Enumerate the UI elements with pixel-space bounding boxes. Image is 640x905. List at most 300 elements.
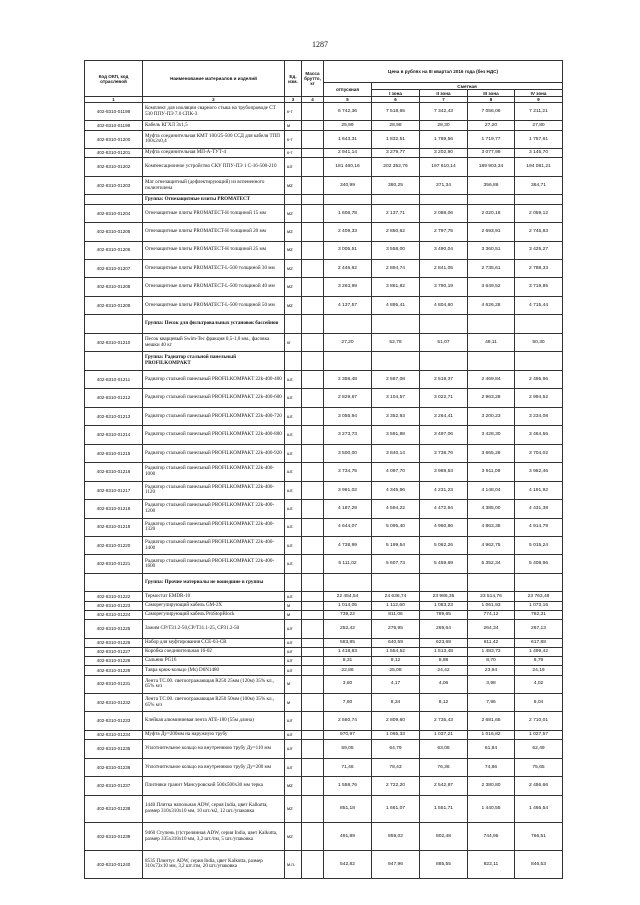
item-code: 402-8310-01202 xyxy=(85,158,143,176)
zone-1-price: 1 065,33 xyxy=(372,730,420,739)
table-row xyxy=(85,740,563,758)
item-code: 402-8310-01203 xyxy=(85,176,143,194)
item-mass xyxy=(302,204,324,222)
zone-3-price: 356,86 xyxy=(468,176,515,194)
header-zone-4: IV зона xyxy=(515,90,563,97)
table-row xyxy=(85,241,563,259)
zone-2-price: 76,36 xyxy=(420,758,468,776)
zone-1-price: 3 591,88 xyxy=(372,426,420,444)
zone-3-price: 3 360,51 xyxy=(468,241,515,259)
zone-1-price: 2 894,74 xyxy=(372,259,420,277)
item-mass xyxy=(302,638,324,647)
item-name: Огнезащитные плиты PROMATECT-H толщиной 15 мм xyxy=(143,204,285,222)
zone-1-price: 4 594,22 xyxy=(372,500,420,518)
release-price: 8,31 xyxy=(324,657,372,666)
zone-4-price: 1 466,54 xyxy=(515,795,563,823)
zone-4-price: 8,04 xyxy=(515,694,563,712)
zone-4-price: 766,51 xyxy=(515,823,563,851)
table-row xyxy=(85,823,563,851)
item-name: Уплотнительное кольцо на внутреннюю трубу Ду=110 мм xyxy=(143,740,285,758)
zone-4-price: 4 715,44 xyxy=(515,296,563,314)
zone-2-price: 2 519,37 xyxy=(420,370,468,388)
release-price: 851,18 xyxy=(324,795,372,823)
zone-2-price: 4 960,86 xyxy=(420,518,468,536)
item-mass xyxy=(302,647,324,656)
item-mass xyxy=(302,463,324,481)
column-number: 1 xyxy=(85,97,143,103)
zone-3-price: 4 385,00 xyxy=(468,500,515,518)
group-title: Группа: Прочие материалы не вошедшие в группы xyxy=(143,573,285,591)
release-price: 181 460,16 xyxy=(324,158,372,176)
zone-4-price: 1 499,42 xyxy=(515,647,563,656)
header-mass: Масса брутто, кг xyxy=(302,61,324,97)
table-row xyxy=(85,555,563,573)
zone-3-price: 7 056,06 xyxy=(468,103,515,121)
zone-4-price: 1 073,16 xyxy=(515,601,563,610)
item-unit: м xyxy=(285,694,302,712)
item-mass xyxy=(302,296,324,314)
zone-4-price: 7 211,21 xyxy=(515,103,563,121)
item-mass xyxy=(302,620,324,638)
item-unit: м2 xyxy=(285,795,302,823)
zone-3-price: 3 665,26 xyxy=(468,444,515,462)
item-code: 402-8310-01224 xyxy=(85,610,143,619)
item-unit: шт xyxy=(285,158,302,176)
item-name: Радиатор стальной панельный PROFILKOMPAKT 22k-400-600 xyxy=(143,389,285,407)
zone-2-price: 371,34 xyxy=(420,176,468,194)
group-row xyxy=(85,352,563,370)
table-row xyxy=(85,204,563,222)
item-code: 402-8310-01207 xyxy=(85,259,143,277)
header-price-group: Цена в рублях на III квартал 2016 года (без НДС) xyxy=(324,61,563,83)
item-name: Коробка соединительная 16-02 xyxy=(143,647,285,656)
item-mass xyxy=(302,795,324,823)
zone-3-price: 2 380,80 xyxy=(468,777,515,795)
item-unit: шт xyxy=(285,647,302,656)
table-row xyxy=(85,795,563,823)
item-name: Радиатор стальной панельный PROFILKOMPAKT 22k-400-1200 xyxy=(143,500,285,518)
item-mass xyxy=(302,730,324,739)
zone-3-price: 4 962,75 xyxy=(468,537,515,555)
zone-4-price: 5 015,24 xyxy=(515,537,563,555)
table-row xyxy=(85,444,563,462)
item-name: 8535 Плинтус ADW, серия India, цвет Kalkutta, размер 310х73х10 мм, 3,2 шт./пм, 20 шт./упаковка xyxy=(143,850,285,878)
zone-1-price: 859,02 xyxy=(372,823,420,851)
item-name: Песок кварцевый Swim-Tec фракция 0,5-1,0 мм., фасовка мешки 40 кг xyxy=(143,333,285,351)
release-price: 4 187,29 xyxy=(324,500,372,518)
empty-cell xyxy=(324,195,372,204)
zone-3-price: 23 514,76 xyxy=(468,592,515,601)
zone-4-price: 8,79 xyxy=(515,657,563,666)
zone-2-price: 2 797,75 xyxy=(420,223,468,241)
zone-4-price: 2 495,96 xyxy=(515,370,563,388)
zone-2-price: 3 264,41 xyxy=(420,407,468,425)
zone-1-price: 25,08 xyxy=(372,666,420,675)
item-mass xyxy=(302,823,324,851)
release-price: 2 560,74 xyxy=(324,712,372,730)
empty-cell xyxy=(302,573,324,591)
zone-4-price: 75,65 xyxy=(515,758,563,776)
release-price: 7,60 xyxy=(324,694,372,712)
zone-2-price: 269,64 xyxy=(420,620,468,638)
zone-3-price: 3,98 xyxy=(468,675,515,693)
release-price: 3 263,99 xyxy=(324,278,372,296)
release-price: 3 961,02 xyxy=(324,481,372,499)
release-price: 71,46 xyxy=(324,758,372,776)
release-price: 2 358,48 xyxy=(324,370,372,388)
zone-2-price: 4,06 xyxy=(420,675,468,693)
item-code: 402-8310-01232 xyxy=(85,694,143,712)
item-name: Комплект для изоляции сварного стыка на трубопроводе СТ 530 ППУ-ПЭ 7.0 СПК-3 xyxy=(143,103,285,121)
zone-2-price: 2 542,97 xyxy=(420,777,468,795)
item-code: 402-8310-01199 xyxy=(85,121,143,130)
zone-2-price: 3 202,90 xyxy=(420,149,468,158)
release-price: 1 643,31 xyxy=(324,130,372,148)
zone-3-price: 5 352,34 xyxy=(468,555,515,573)
item-mass xyxy=(302,666,324,675)
zone-2-price: 7 342,43 xyxy=(420,103,468,121)
release-price: 1 558,76 xyxy=(324,777,372,795)
empty-cell xyxy=(302,315,324,333)
item-code: 402-8310-01218 xyxy=(85,500,143,518)
page-number: 1287 xyxy=(312,40,328,49)
item-unit: шт. xyxy=(285,481,302,499)
item-unit: м.п. xyxy=(285,850,302,878)
table-row xyxy=(85,103,563,121)
zone-4-price: 3 704,02 xyxy=(515,444,563,462)
zone-2-price: 3 738,76 xyxy=(420,444,468,462)
item-unit: шт. xyxy=(285,444,302,462)
item-code: 402-8310-01206 xyxy=(85,241,143,259)
item-unit: шт. xyxy=(285,537,302,555)
zone-4-price: 1 757,61 xyxy=(515,130,563,148)
zone-1-price: 7 518,65 xyxy=(372,103,420,121)
item-unit: шт xyxy=(285,758,302,776)
table-row xyxy=(85,657,563,666)
zone-1-price: 276,95 xyxy=(372,620,420,638)
table-row xyxy=(85,500,563,518)
zone-2-price: 2 735,43 xyxy=(420,712,468,730)
item-name: Компенсационное устройство СКУ ППУ-ПЭ 1 С-16-500-210 xyxy=(143,158,285,176)
release-price: 3 500,00 xyxy=(324,444,372,462)
item-mass xyxy=(302,537,324,555)
zone-1-price: 5 607,73 xyxy=(372,555,420,573)
item-unit: м2 xyxy=(285,296,302,314)
zone-3-price: 3 911,09 xyxy=(468,463,515,481)
item-mass xyxy=(302,130,324,148)
zone-1-price: 3 861,82 xyxy=(372,278,420,296)
item-mass xyxy=(302,278,324,296)
zone-2-price: 63,08 xyxy=(420,740,468,758)
zone-3-price: 49,11 xyxy=(468,333,515,351)
item-unit: м xyxy=(285,601,302,610)
item-unit: м2 xyxy=(285,278,302,296)
item-mass xyxy=(302,740,324,758)
zone-3-price: 27,20 xyxy=(468,121,515,130)
item-name: Радиатор стальной панельный PROFILKOMPAKT 22k-400-1320 xyxy=(143,518,285,536)
empty-cell xyxy=(420,315,468,333)
zone-1-price: 1 661,07 xyxy=(372,795,420,823)
table-row xyxy=(85,638,563,647)
table-row xyxy=(85,694,563,712)
zone-1-price: 811,06 xyxy=(372,610,420,619)
release-price: 27,20 xyxy=(324,333,372,351)
zone-3-price: 3 428,30 xyxy=(468,426,515,444)
table-body xyxy=(85,103,563,879)
table-row xyxy=(85,592,563,601)
empty-cell xyxy=(85,315,143,333)
empty-cell xyxy=(85,195,143,204)
item-mass xyxy=(302,758,324,776)
zone-2-price: 5 062,26 xyxy=(420,537,468,555)
release-price: 1 606,78 xyxy=(324,204,372,222)
item-name: Лента ТС.00. светоотражающая R250 50мм (100м) 35% кл., 65% м/з xyxy=(143,694,285,712)
item-name: Муфта соединительная МП-А-ТУТ-4 xyxy=(143,149,285,158)
zone-4-price: 2 059,12 xyxy=(515,204,563,222)
zone-4-price: 50,30 xyxy=(515,333,563,351)
release-price: 1 418,83 xyxy=(324,647,372,656)
item-mass xyxy=(302,675,324,693)
item-name: 9460 Ступень (г)стрелянная ADW, серия India, цвет Kalkutta, размер 335х310х10 мм, 3,2 шт./пм, 5 шт./упаковка xyxy=(143,823,285,851)
item-mass xyxy=(302,500,324,518)
item-name: Огнезащитные плиты PROMATECT-L-500 толщиной 30 мм xyxy=(143,259,285,277)
item-name: Сальник PG16 xyxy=(143,657,285,666)
item-unit: шт. xyxy=(285,463,302,481)
item-code: 402-8310-01240 xyxy=(85,850,143,878)
item-mass xyxy=(302,121,324,130)
release-price: 22 454,54 xyxy=(324,592,372,601)
zone-3-price: 1 440,55 xyxy=(468,795,515,823)
table-row xyxy=(85,647,563,656)
zone-1-price: 1 112,60 xyxy=(372,601,420,610)
zone-2-price: 4 804,60 xyxy=(420,296,468,314)
release-price: 252,42 xyxy=(324,620,372,638)
zone-1-price: 28,98 xyxy=(372,121,420,130)
empty-cell xyxy=(420,573,468,591)
table-row xyxy=(85,149,563,158)
zone-1-price: 5 199,54 xyxy=(372,537,420,555)
zone-4-price: 3 234,08 xyxy=(515,407,563,425)
item-code: 402-8310-01235 xyxy=(85,740,143,758)
zone-3-price: 2 681,65 xyxy=(468,712,515,730)
item-mass xyxy=(302,657,324,666)
release-price: 3,60 xyxy=(324,675,372,693)
item-unit: шт xyxy=(285,740,302,758)
zone-1-price: 78,43 xyxy=(372,758,420,776)
zone-2-price: 789,65 xyxy=(420,610,468,619)
item-code: 402-8310-01231 xyxy=(85,675,143,693)
item-name: Радиатор стальной панельный PROFILKOMPAKT 22k-400-1600 xyxy=(143,555,285,573)
table-row xyxy=(85,426,563,444)
item-mass xyxy=(302,694,324,712)
item-unit: шт. xyxy=(285,389,302,407)
item-code: 402-8310-01223 xyxy=(85,601,143,610)
item-mass xyxy=(302,389,324,407)
table-row xyxy=(85,712,563,730)
zone-1-price: 52,78 xyxy=(372,333,420,351)
zone-4-price: 3 145,70 xyxy=(515,149,563,158)
item-code: 402-8310-01205 xyxy=(85,223,143,241)
item-unit: шт. xyxy=(285,500,302,518)
table-row xyxy=(85,463,563,481)
group-title: Группа: Радиатор стальной панельный PROFILKOMPAKT xyxy=(143,352,285,370)
item-unit: шт. xyxy=(285,370,302,388)
zone-3-price: 822,11 xyxy=(468,850,515,878)
table-row xyxy=(85,601,563,610)
item-code: 402-8310-01215 xyxy=(85,444,143,462)
zone-3-price: 1 016,82 xyxy=(468,730,515,739)
table-row xyxy=(85,370,563,388)
item-unit: к-т xyxy=(285,149,302,158)
zone-1-price: 3 279,77 xyxy=(372,149,420,158)
zone-4-price: 2 456,66 xyxy=(515,777,563,795)
item-unit: шт. xyxy=(285,592,302,601)
table-row xyxy=(85,481,563,499)
empty-cell xyxy=(324,573,372,591)
release-price: 3 734,75 xyxy=(324,463,372,481)
item-code: 402-8310-01234 xyxy=(85,730,143,739)
item-name: Тавра крюк-кольцо (Ms) D6N1480 xyxy=(143,666,285,675)
item-code: 402-8310-01213 xyxy=(85,407,143,425)
table-row xyxy=(85,130,563,148)
zone-4-price: 4 191,92 xyxy=(515,481,563,499)
item-code: 402-8310-01220 xyxy=(85,537,143,555)
empty-cell xyxy=(285,195,302,204)
item-code: 402-8310-01219 xyxy=(85,518,143,536)
item-name: Радиатор стальной панельный PROFILKOMPAKT 22k-400-400 xyxy=(143,370,285,388)
item-name: Радиатор стальной панельный PROFILKOMPAKT 22k-400-720 xyxy=(143,407,285,425)
table-row xyxy=(85,777,563,795)
release-price: 542,82 xyxy=(324,850,372,878)
item-name: Огнезащитные плиты PROMATECT-H толщиной 25 мм xyxy=(143,241,285,259)
item-mass xyxy=(302,444,324,462)
empty-cell xyxy=(85,352,143,370)
empty-cell xyxy=(468,573,515,591)
zone-3-price: 7,96 xyxy=(468,694,515,712)
item-name: Огнезащитные плиты PROMATECT-H толщиной 20 мм xyxy=(143,223,285,241)
item-unit: шт xyxy=(285,638,302,647)
item-name: Клейкая алюминиевая лента ATE-180 (55м длина) xyxy=(143,712,285,730)
zone-4-price: 3 464,56 xyxy=(515,426,563,444)
empty-cell xyxy=(372,195,420,204)
column-number: 6 xyxy=(372,97,420,103)
empty-cell xyxy=(515,573,563,591)
item-name: Кабель КГХЛ 3х1,5 xyxy=(143,121,285,130)
release-price: 3 005,51 xyxy=(324,241,372,259)
zone-1-price: 2 137,71 xyxy=(372,204,420,222)
empty-cell xyxy=(420,352,468,370)
header-zone-3: III зона xyxy=(468,90,515,97)
zone-4-price: 2 788,33 xyxy=(515,259,563,277)
zone-2-price: 4 472,94 xyxy=(420,500,468,518)
item-name: Термостат EMDR-10 xyxy=(143,592,285,601)
price-table xyxy=(84,60,563,879)
group-row xyxy=(85,573,563,591)
empty-cell xyxy=(372,352,420,370)
zone-2-price: 51,07 xyxy=(420,333,468,351)
header-unit: Ед. изм. xyxy=(285,61,302,97)
item-mass xyxy=(302,601,324,610)
zone-1-price: 4 345,96 xyxy=(372,481,420,499)
release-price: 491,89 xyxy=(324,823,372,851)
empty-cell xyxy=(515,315,563,333)
zone-3-price: 2 020,16 xyxy=(468,204,515,222)
zone-3-price: 1 719,77 xyxy=(468,130,515,148)
item-name: Радиатор стальной панельный PROFILKOMPAKT 22k-400-800 xyxy=(143,426,285,444)
zone-4-price: 27,80 xyxy=(515,121,563,130)
release-price: 22,86 xyxy=(324,666,372,675)
empty-cell xyxy=(515,352,563,370)
zone-2-price: 24,42 xyxy=(420,666,468,675)
zone-2-price: 28,30 xyxy=(420,121,468,130)
item-mass xyxy=(302,712,324,730)
release-price: 2 941,14 xyxy=(324,149,372,158)
item-mass xyxy=(302,259,324,277)
item-code: 402-8310-01209 xyxy=(85,296,143,314)
item-mass xyxy=(302,333,324,351)
zone-3-price: 3 649,52 xyxy=(468,278,515,296)
item-mass xyxy=(302,481,324,499)
zone-2-price: 197 610,14 xyxy=(420,158,468,176)
zone-4-price: 364,71 xyxy=(515,176,563,194)
zone-4-price: 62,49 xyxy=(515,740,563,758)
empty-cell xyxy=(515,195,563,204)
item-code: 402-8310-01229 xyxy=(85,666,143,675)
item-name: Набор для муфтирования ССЕ-03-CR xyxy=(143,638,285,647)
zone-1-price: 380,25 xyxy=(372,176,420,194)
zone-3-price: 774,12 xyxy=(468,610,515,619)
item-unit: шт. xyxy=(285,426,302,444)
zone-1-price: 3 558,00 xyxy=(372,241,420,259)
item-code: 402-8310-01210 xyxy=(85,333,143,351)
zone-3-price: 4 863,35 xyxy=(468,518,515,536)
empty-cell xyxy=(85,573,143,591)
zone-4-price: 3 952,46 xyxy=(515,463,563,481)
zone-4-price: 3 719,85 xyxy=(515,278,563,296)
zone-2-price: 3 497,06 xyxy=(420,426,468,444)
table-row xyxy=(85,333,563,351)
column-number: 4 xyxy=(302,97,324,103)
item-name: Мат огнезащитный (дефлектирующий) из вспененного полиэтилена xyxy=(143,176,285,194)
item-name: Саморегулирующий кабель GM-2X xyxy=(143,601,285,610)
table-row xyxy=(85,176,563,194)
release-price: 4 137,57 xyxy=(324,296,372,314)
zone-1-price: 1 832,51 xyxy=(372,130,420,148)
column-number: 5 xyxy=(324,97,372,103)
table-row xyxy=(85,620,563,638)
item-code: 402-8310-01226 xyxy=(85,638,143,647)
zone-3-price: 61,84 xyxy=(468,740,515,758)
zone-1-price: 640,59 xyxy=(372,638,420,647)
zone-2-price: 3 490,04 xyxy=(420,241,468,259)
column-number: 9 xyxy=(515,97,563,103)
empty-cell xyxy=(468,315,515,333)
zone-3-price: 744,95 xyxy=(468,823,515,851)
zone-2-price: 1 037,21 xyxy=(420,730,468,739)
column-number: 2 xyxy=(143,97,285,103)
item-unit: шт xyxy=(285,657,302,666)
zone-3-price: 74,86 xyxy=(468,758,515,776)
item-code: 402-8310-01216 xyxy=(85,463,143,481)
item-unit: к-т xyxy=(285,103,302,121)
zone-4-price: 846,53 xyxy=(515,850,563,878)
zone-1-price: 4 895,41 xyxy=(372,296,420,314)
table-row xyxy=(85,278,563,296)
zone-3-price: 189 903,34 xyxy=(468,158,515,176)
item-mass xyxy=(302,610,324,619)
item-name: Радиатор стальной панельный PROFILKOMPAKT 22k-400-1400 xyxy=(143,537,285,555)
zone-3-price: 8,70 xyxy=(468,657,515,666)
